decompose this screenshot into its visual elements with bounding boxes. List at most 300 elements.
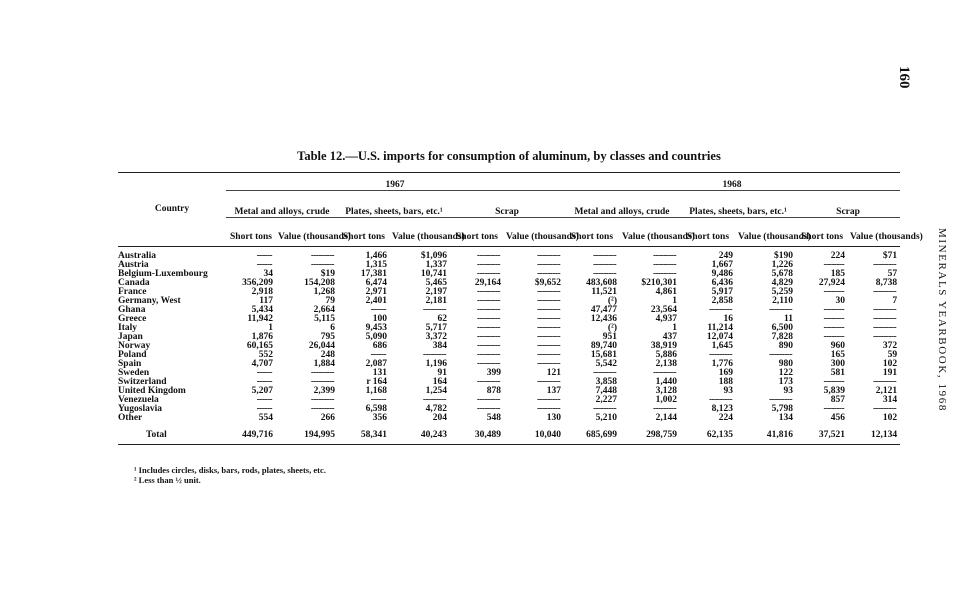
- value-cell: ------: [370, 394, 386, 405]
- value-cell: 5,678: [771, 268, 794, 279]
- total-cell: 30,489: [450, 423, 504, 445]
- country-cell: Yugoslavia: [118, 403, 162, 414]
- value-cell: 2,087: [365, 358, 387, 369]
- value-cell: ---------: [476, 259, 500, 270]
- value-cell: ---------: [536, 259, 561, 270]
- value-cell: ---------: [422, 304, 446, 315]
- value-cell: 1,254: [425, 385, 447, 396]
- value-cell: ---------: [476, 286, 500, 297]
- value-cell: 1,226: [771, 259, 794, 270]
- imports-table: [118, 172, 923, 445]
- value-cell: ---------: [652, 259, 677, 270]
- value-cell: 93: [723, 385, 734, 396]
- value-cell: 2,144: [655, 412, 678, 423]
- value-header: Value (thousands): [848, 217, 900, 246]
- value-cell: 2,138: [655, 358, 678, 369]
- value-cell: 6,474: [365, 277, 387, 288]
- value-cell: 5,210: [595, 412, 618, 423]
- value-cell: 384: [432, 340, 447, 351]
- value-cell: 2,181: [425, 295, 447, 306]
- value-cell: 2,197: [425, 286, 447, 297]
- value-cell: 5,259: [771, 286, 794, 297]
- country-cell: Canada: [118, 277, 150, 288]
- value-cell: 8,123: [711, 403, 734, 414]
- value-cell: 9,486: [711, 268, 734, 279]
- country-cell: Switzerland: [118, 376, 167, 387]
- value-header: Value (thousands): [736, 217, 796, 246]
- value-cell: 356: [372, 412, 387, 423]
- value-cell: 102: [882, 358, 898, 369]
- value-cell: 356,209: [242, 277, 273, 288]
- value-cell: 5,090: [365, 331, 387, 342]
- value-cell: 548: [486, 412, 501, 423]
- value-cell: ---------: [768, 304, 793, 315]
- value-cell: 79: [325, 295, 335, 306]
- value-cell: 2,664: [313, 304, 335, 315]
- country-header: Country: [118, 173, 226, 218]
- value-cell: $1,096: [420, 250, 447, 261]
- value-cell: 5,434: [251, 304, 273, 315]
- value-cell: 1,315: [365, 259, 387, 270]
- value-cell: 1,440: [655, 376, 678, 387]
- value-cell: 5,115: [314, 313, 335, 324]
- value-cell: 6,436: [711, 277, 734, 288]
- value-cell: ---------: [708, 394, 733, 405]
- value-cell: 27,924: [818, 277, 846, 288]
- value-cell: 6: [330, 322, 335, 333]
- total-section: [118, 423, 900, 445]
- value-cell: ---------: [310, 403, 334, 414]
- country-cell: United Kingdom: [118, 385, 186, 396]
- group-header: Scrap: [796, 191, 900, 218]
- value-cell: ------: [256, 394, 272, 405]
- value-cell: --------: [823, 403, 845, 414]
- total-cell: 194,995: [276, 423, 338, 445]
- value-cell: 5,717: [425, 322, 447, 333]
- value-cell: 3,372: [425, 331, 447, 342]
- total-cell: 37,521: [796, 423, 848, 445]
- value-cell: (²): [607, 322, 618, 333]
- total-cell: 449,716: [226, 423, 276, 445]
- value-cell: 456: [830, 412, 846, 423]
- value-cell: ---------: [592, 250, 617, 261]
- value-cell: ---------: [872, 403, 897, 414]
- value-cell: 17,381: [360, 268, 387, 279]
- total-cell: 40,243: [390, 423, 450, 445]
- value-cell: 1,002: [655, 394, 678, 405]
- value-cell: ---------: [652, 250, 677, 261]
- value-cell: 16: [723, 313, 734, 324]
- value-cell: 980: [778, 358, 794, 369]
- short-tons-header: Short tons: [680, 217, 736, 246]
- value-cell: 1,196: [425, 358, 447, 369]
- value-cell: 154,208: [304, 277, 335, 288]
- value-cell: --------: [823, 286, 845, 297]
- country-cell: Norway: [118, 340, 151, 351]
- value-cell: 12,074: [706, 331, 734, 342]
- value-cell: 34: [263, 268, 273, 279]
- value-cell: 249: [718, 250, 734, 261]
- value-cell: 1,876: [251, 331, 273, 342]
- value-cell: 23,564: [650, 304, 678, 315]
- value-cell: 2,227: [595, 394, 618, 405]
- country-cell: Other: [118, 412, 143, 423]
- value-cell: 1,667: [711, 259, 734, 270]
- value-cell: 11,521: [591, 286, 618, 297]
- value-cell: (²): [607, 295, 618, 306]
- value-cell: 59: [887, 349, 898, 360]
- value-cell: ---------: [310, 376, 334, 387]
- value-cell: 4,829: [771, 277, 794, 288]
- table-row: [118, 306, 900, 315]
- table-row: [118, 414, 900, 423]
- value-cell: ---------: [536, 322, 561, 333]
- value-cell: 483,608: [586, 277, 618, 288]
- value-cell: 29,164: [474, 277, 501, 288]
- value-cell: ---------: [652, 367, 677, 378]
- value-cell: 137: [546, 385, 562, 396]
- value-cell: ---------: [768, 394, 793, 405]
- value-cell: 2,110: [772, 295, 794, 306]
- value-cell: 117: [259, 295, 273, 306]
- value-cell: ---------: [536, 349, 561, 360]
- value-cell: 11: [784, 313, 794, 324]
- total-cell: 10,040: [504, 423, 564, 445]
- value-cell: 5,917: [711, 286, 734, 297]
- country-cell: Japan: [118, 331, 143, 342]
- footnotes: [134, 465, 326, 485]
- country-cell: Germany, West: [118, 295, 181, 306]
- running-head: MINERALS YEARBOOK, 1968: [936, 228, 948, 412]
- value-cell: 878: [486, 385, 501, 396]
- value-cell: ---------: [476, 403, 500, 414]
- value-cell: ---------: [652, 403, 677, 414]
- value-cell: ------: [256, 367, 272, 378]
- value-cell: 130: [546, 412, 562, 423]
- value-cell: ---------: [708, 304, 733, 315]
- value-cell: $9,652: [534, 277, 562, 288]
- value-cell: r 164: [366, 376, 387, 387]
- country-cell: Italy: [118, 322, 137, 333]
- value-cell: ---------: [476, 313, 500, 324]
- value-cell: 2,971: [365, 286, 387, 297]
- value-cell: 581: [830, 367, 846, 378]
- value-cell: 169: [718, 367, 734, 378]
- value-cell: ---------: [872, 322, 897, 333]
- value-cell: 437: [662, 331, 678, 342]
- country-cell: France: [118, 286, 147, 297]
- value-cell: ---------: [422, 349, 446, 360]
- total-cell: 685,699: [564, 423, 620, 445]
- value-cell: $210,301: [641, 277, 678, 288]
- value-cell: ---------: [536, 313, 561, 324]
- value-cell: $19: [320, 268, 335, 279]
- value-cell: 5,542: [595, 358, 618, 369]
- value-cell: 1: [268, 322, 273, 333]
- total-row: [118, 423, 900, 445]
- total-cell: 58,341: [338, 423, 390, 445]
- value-cell: 89,740: [590, 340, 618, 351]
- year-header-row: [118, 173, 900, 191]
- value-cell: 185: [830, 268, 846, 279]
- value-cell: 1: [672, 295, 678, 306]
- value-cell: ---------: [536, 304, 561, 315]
- value-cell: ---------: [536, 268, 561, 279]
- value-cell: 1: [672, 322, 678, 333]
- value-cell: 102: [882, 412, 898, 423]
- group-header: Scrap: [450, 191, 564, 218]
- footnote: ² Less than ½ unit.: [134, 475, 201, 485]
- value-cell: ---------: [310, 394, 334, 405]
- value-cell: ------: [256, 250, 272, 261]
- value-cell: 686: [372, 340, 387, 351]
- value-cell: ---------: [536, 358, 561, 369]
- value-cell: $190: [774, 250, 794, 261]
- value-cell: 399: [486, 367, 501, 378]
- value-cell: 11,214: [707, 322, 734, 333]
- value-cell: ---------: [422, 394, 446, 405]
- country-cell: Sweden: [118, 367, 150, 378]
- country-cell: Greece: [118, 313, 147, 324]
- value-cell: ---------: [536, 403, 561, 414]
- value-cell: 1,645: [711, 340, 734, 351]
- value-cell: ---------: [476, 268, 500, 279]
- total-cell: 62,135: [680, 423, 736, 445]
- value-cell: 57: [887, 268, 898, 279]
- value-cell: ---------: [476, 304, 500, 315]
- value-cell: --------: [823, 376, 845, 387]
- value-cell: --------: [823, 304, 845, 315]
- value-cell: 5,839: [823, 385, 846, 396]
- value-cell: 300: [830, 358, 846, 369]
- value-cell: ---------: [536, 250, 561, 261]
- column-spacer: [118, 217, 226, 246]
- value-cell: ---------: [476, 349, 500, 360]
- group-header: Metal and alloys, crude: [226, 191, 338, 218]
- value-cell: 4,707: [251, 358, 273, 369]
- value-cell: 890: [778, 340, 794, 351]
- short-tons-header: Short tons: [226, 217, 276, 246]
- value-cell: ------: [256, 376, 272, 387]
- sub-header-row: [118, 217, 900, 246]
- value-cell: ---------: [872, 286, 897, 297]
- value-cell: ---------: [476, 295, 500, 306]
- value-cell: 204: [432, 412, 447, 423]
- value-cell: 5,798: [771, 403, 794, 414]
- value-cell: ------: [370, 349, 386, 360]
- value-cell: 552: [258, 349, 273, 360]
- value-cell: 9,453: [365, 322, 387, 333]
- value-cell: 4,861: [655, 286, 678, 297]
- value-cell: 38,919: [650, 340, 678, 351]
- table-title: Table 12.—U.S. imports for consumption of aluminum, by classes and countries: [297, 149, 721, 163]
- footnote: ¹ Includes circles, disks, bars, rods, plates, sheets, etc.: [134, 465, 326, 475]
- country-cell: Venezuela: [118, 394, 159, 405]
- value-cell: 7,448: [595, 385, 618, 396]
- value-cell: 1,168: [365, 385, 387, 396]
- value-cell: ---------: [708, 349, 733, 360]
- value-cell: --------: [823, 313, 845, 324]
- imports-table-container: [118, 172, 923, 445]
- page-number: 160: [896, 66, 912, 89]
- value-cell: 4,782: [425, 403, 447, 414]
- value-cell: 131: [372, 367, 387, 378]
- value-cell: ------: [256, 403, 272, 414]
- value-cell: ---------: [872, 313, 897, 324]
- value-cell: 30: [835, 295, 846, 306]
- value-cell: 6,598: [365, 403, 387, 414]
- total-cell: 298,759: [620, 423, 680, 445]
- value-cell: 4,937: [655, 313, 678, 324]
- value-cell: 372: [882, 340, 898, 351]
- value-header: Value (thousands): [620, 217, 680, 246]
- value-cell: 164: [432, 376, 447, 387]
- country-cell: Poland: [118, 349, 147, 360]
- value-cell: ---------: [592, 367, 617, 378]
- value-cell: 173: [778, 376, 794, 387]
- value-cell: 6,500: [771, 322, 794, 333]
- value-cell: 266: [320, 412, 335, 423]
- value-cell: 134: [778, 412, 794, 423]
- country-cell: Australia: [118, 250, 156, 261]
- value-cell: 62: [437, 313, 447, 324]
- value-cell: 960: [830, 340, 846, 351]
- value-cell: 314: [882, 394, 898, 405]
- value-header: Value (thousands): [390, 217, 450, 246]
- value-cell: ---------: [310, 367, 334, 378]
- value-cell: 60,165: [246, 340, 273, 351]
- value-cell: ---------: [536, 376, 561, 387]
- value-cell: 5,207: [251, 385, 273, 396]
- value-cell: ---------: [872, 331, 897, 342]
- short-tons-header: Short tons: [796, 217, 848, 246]
- total-label: Total: [118, 423, 226, 445]
- value-cell: ------: [256, 259, 272, 270]
- value-cell: ---------: [476, 250, 500, 261]
- value-cell: 3,128: [655, 385, 678, 396]
- value-cell: ---------: [476, 394, 500, 405]
- value-cell: 8,738: [875, 277, 898, 288]
- table-row: [118, 378, 900, 387]
- group-header: Plates, sheets, bars, etc.¹: [680, 191, 796, 218]
- value-cell: --------: [823, 322, 845, 333]
- value-cell: ---------: [476, 358, 500, 369]
- value-cell: 1,337: [425, 259, 447, 270]
- value-cell: ---------: [768, 349, 793, 360]
- value-cell: ---------: [652, 268, 677, 279]
- short-tons-header: Short tons: [338, 217, 390, 246]
- value-cell: 5,886: [655, 349, 678, 360]
- value-cell: 7,828: [771, 331, 794, 342]
- value-cell: 10,741: [420, 268, 447, 279]
- value-cell: ---------: [872, 259, 897, 270]
- value-cell: 165: [830, 349, 846, 360]
- value-cell: ---------: [536, 394, 561, 405]
- value-cell: 93: [783, 385, 794, 396]
- value-cell: ------: [370, 304, 386, 315]
- value-cell: ---------: [872, 376, 897, 387]
- value-cell: 2,918: [251, 286, 273, 297]
- value-cell: 100: [372, 313, 387, 324]
- country-cell: Ghana: [118, 304, 146, 315]
- value-cell: 191: [882, 367, 898, 378]
- group-header-row: [118, 191, 900, 218]
- value-header: Value (thousands): [504, 217, 564, 246]
- value-cell: ---------: [310, 259, 334, 270]
- value-cell: $71: [882, 250, 898, 261]
- value-cell: ---------: [536, 331, 561, 342]
- value-cell: 248: [320, 349, 335, 360]
- country-cell: Belgium-Luxembourg: [118, 268, 208, 279]
- value-cell: 188: [718, 376, 734, 387]
- value-cell: ---------: [592, 259, 617, 270]
- total-cell: 12,134: [848, 423, 900, 445]
- short-tons-header: Short tons: [564, 217, 620, 246]
- value-cell: 122: [778, 367, 794, 378]
- value-cell: ---------: [536, 295, 561, 306]
- value-cell: --------: [823, 331, 845, 342]
- value-cell: --------: [823, 259, 845, 270]
- value-cell: 12,436: [590, 313, 618, 324]
- value-cell: 1,884: [313, 358, 335, 369]
- value-cell: ---------: [592, 268, 617, 279]
- value-cell: 91: [437, 367, 447, 378]
- value-cell: 3,858: [595, 376, 618, 387]
- short-tons-header: Short tons: [450, 217, 504, 246]
- value-cell: 15,681: [590, 349, 618, 360]
- table-body: [118, 246, 900, 423]
- value-cell: ---------: [592, 403, 617, 414]
- table-row: [118, 246, 900, 261]
- value-header: Value (thousands): [276, 217, 338, 246]
- year-1967-header: 1967: [226, 173, 564, 191]
- value-cell: 5,465: [425, 277, 447, 288]
- value-cell: 47,477: [590, 304, 618, 315]
- year-1968-header: 1968: [564, 173, 900, 191]
- group-header: Plates, sheets, bars, etc.¹: [338, 191, 450, 218]
- value-cell: 2,399: [313, 385, 335, 396]
- group-header: Metal and alloys, crude: [564, 191, 680, 218]
- value-cell: ---------: [872, 304, 897, 315]
- value-cell: 224: [718, 412, 734, 423]
- country-cell: Austria: [118, 259, 149, 270]
- value-cell: ---------: [536, 286, 561, 297]
- value-cell: 11,942: [247, 313, 273, 324]
- value-cell: 795: [320, 331, 335, 342]
- value-cell: 2,858: [711, 295, 734, 306]
- value-cell: 2,121: [875, 385, 898, 396]
- value-cell: 1,776: [711, 358, 734, 369]
- value-cell: 224: [830, 250, 846, 261]
- value-cell: ---------: [476, 376, 500, 387]
- value-cell: 951: [602, 331, 618, 342]
- value-cell: ---------: [476, 322, 500, 333]
- total-cell: 41,816: [736, 423, 796, 445]
- value-cell: 1,466: [365, 250, 387, 261]
- value-cell: ---------: [536, 340, 561, 351]
- value-cell: ---------: [476, 340, 500, 351]
- value-cell: 26,044: [308, 340, 335, 351]
- country-cell: Spain: [118, 358, 142, 369]
- value-cell: 554: [258, 412, 273, 423]
- value-cell: 121: [546, 367, 562, 378]
- value-cell: ---------: [310, 250, 334, 261]
- value-cell: 7: [892, 295, 898, 306]
- value-cell: 857: [830, 394, 846, 405]
- value-cell: 1,268: [313, 286, 335, 297]
- value-cell: 2,401: [365, 295, 387, 306]
- value-cell: ---------: [476, 331, 500, 342]
